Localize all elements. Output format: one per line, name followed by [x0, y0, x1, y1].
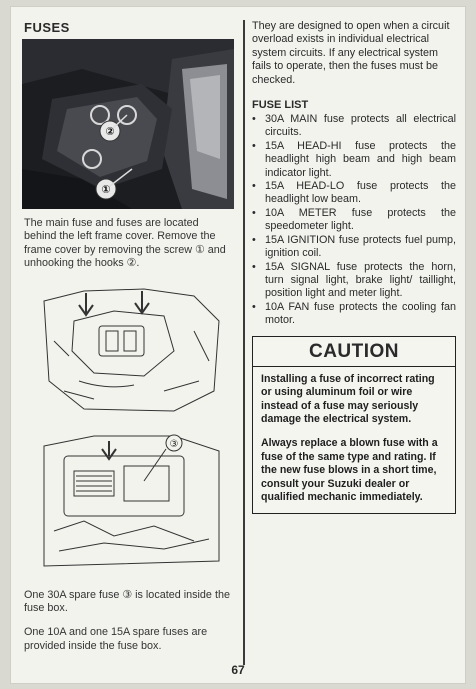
- diagram-callout-3: ③: [169, 438, 179, 450]
- caution-paragraph: Always replace a blown fuse with a fuse of the same type and rating. If the new fuse blows in a short time, consult your Suzuki dealer or qualified mechanic immediately.: [261, 436, 438, 504]
- frame-cover-photo-image: [22, 39, 234, 209]
- fuse-list-item: • 10A FAN fuse protects the cooling fan motor.: [252, 301, 456, 328]
- caution-body: [253, 367, 455, 513]
- caution-paragraph: Installing a fuse of incorrect rating or using aluminum foil or wire instead of a fuse may seriously damage the electrical system.: [261, 372, 435, 426]
- caution-box: [252, 336, 456, 514]
- fuse-box-diagram-drawing: [24, 281, 234, 581]
- frame-cover-paragraph: The main fuse and fuses are located behind the left frame cover. Remove the frame cover by removing the screw ① and unhooking the hooks ②.: [24, 217, 226, 270]
- fuse-list-item: • 15A IGNITION fuse protects fuel pump, ignition coil.: [252, 234, 456, 261]
- photo-callout-2: ②: [105, 125, 115, 138]
- column-divider: [243, 20, 245, 665]
- manual-page: [10, 6, 466, 684]
- fuse-intro-paragraph: They are designed to open when a circuit overload exists in individual electrical system circuits. If any electrical system fails to operate, then the fuses must be checked.: [252, 20, 450, 86]
- spare-fuses-paragraph: One 10A and one 15A spare fuses are provided inside the fuse box.: [24, 626, 208, 652]
- photo-callout-1: ①: [101, 183, 111, 196]
- spare-fuse-paragraph: One 30A spare fuse ③ is located inside the fuse box.: [24, 588, 230, 615]
- caution-heading: CAUTION: [253, 337, 455, 367]
- fuse-list-item: • 10A METER fuse protects the speedometer light.: [252, 207, 456, 234]
- left-column: [24, 20, 234, 653]
- page-title: FUSES: [24, 20, 70, 35]
- right-column: [252, 20, 456, 514]
- fuse-list-item: • 15A SIGNAL fuse protects the horn, turn signal light, brake light/ taillight, position light and meter light.: [252, 261, 456, 301]
- fuse-list: [252, 113, 456, 328]
- page-number: 67: [231, 663, 245, 677]
- fuse-list-item: • 15A HEAD-HI fuse protects the headlight high beam and high beam indicator light.: [252, 140, 456, 180]
- frame-cover-photo: [22, 39, 234, 209]
- fuse-list-heading: FUSE LIST: [252, 99, 309, 112]
- fuse-box-diagram: [24, 281, 234, 581]
- fuse-list-item: • 30A MAIN fuse protects all electrical circuits.: [252, 113, 456, 140]
- fuse-list-item: • 15A HEAD-LO fuse protects the headlight low beam.: [252, 180, 456, 207]
